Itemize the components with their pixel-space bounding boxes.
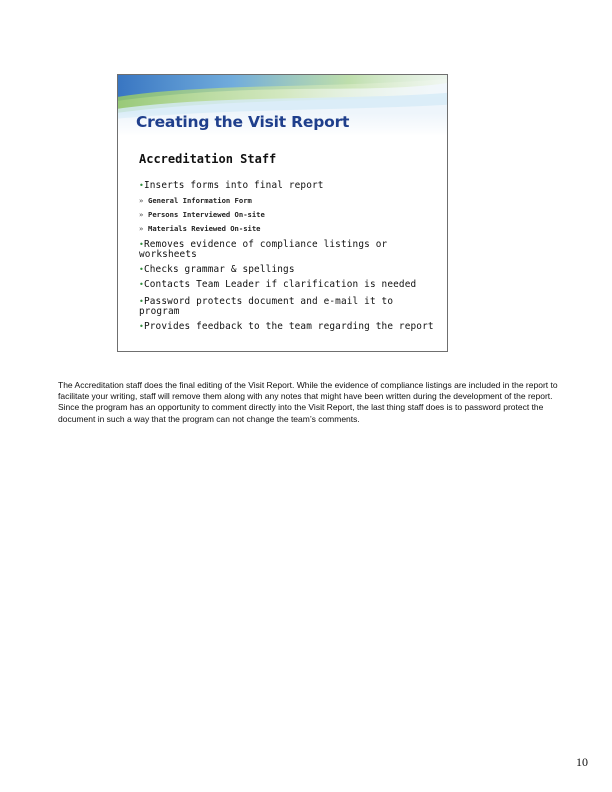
sub-list-item bbox=[139, 210, 445, 220]
speaker-notes: The Accreditation staff does the final editing of the Visit Report. While the evidence of compliance listings are included in the report to facilitate your writing, staff will remove them along with any notes that might have been written during the development of the report. Since the program has an opportunity to comment directly into the Visit Report, the last thing staff does is to password protect the document in such a way that the program can not change the team’s comments. bbox=[58, 380, 558, 424]
bullet-icon: • bbox=[139, 296, 144, 306]
bullet-icon: • bbox=[139, 264, 144, 274]
sub-item-text: General Information Form bbox=[148, 195, 252, 205]
bullet-text: Removes evidence of compliance listings or worksheets bbox=[139, 238, 388, 260]
slide-thumbnail bbox=[117, 74, 448, 352]
list-item bbox=[139, 280, 445, 291]
list-item bbox=[139, 322, 445, 333]
chevron-right-icon: » bbox=[139, 209, 144, 219]
sub-item-text: Materials Reviewed On-site bbox=[148, 223, 261, 233]
bullet-text: Inserts forms into final report bbox=[143, 180, 324, 191]
list-item bbox=[139, 265, 445, 276]
slide-subtitle: Accreditation Staff bbox=[139, 152, 277, 166]
bullet-icon: • bbox=[139, 321, 144, 331]
list-item bbox=[139, 240, 409, 261]
bullet-text: Checks grammar & spellings bbox=[143, 263, 295, 275]
bullet-icon: • bbox=[139, 280, 144, 289]
chevron-right-icon: » bbox=[139, 223, 144, 233]
sub-list-item bbox=[139, 196, 445, 206]
bullet-text: Contacts Team Leader if clarification is needed bbox=[143, 279, 417, 290]
bullet-text: Provides feedback to the team regarding the report bbox=[143, 320, 434, 332]
slide-title: Creating the Visit Report bbox=[136, 113, 350, 131]
sub-item-text: Persons Interviewed On-site bbox=[148, 209, 265, 219]
bullet-icon: • bbox=[139, 239, 144, 249]
page-number: 10 bbox=[576, 755, 588, 769]
sub-list-item bbox=[139, 224, 445, 234]
chevron-right-icon: » bbox=[139, 195, 144, 205]
bullet-text: Password protects document and e-mail it to program bbox=[139, 295, 394, 317]
list-item bbox=[139, 297, 409, 318]
list-item bbox=[139, 181, 445, 192]
bullet-icon: • bbox=[139, 181, 144, 190]
slide-bullet-list bbox=[139, 181, 445, 332]
